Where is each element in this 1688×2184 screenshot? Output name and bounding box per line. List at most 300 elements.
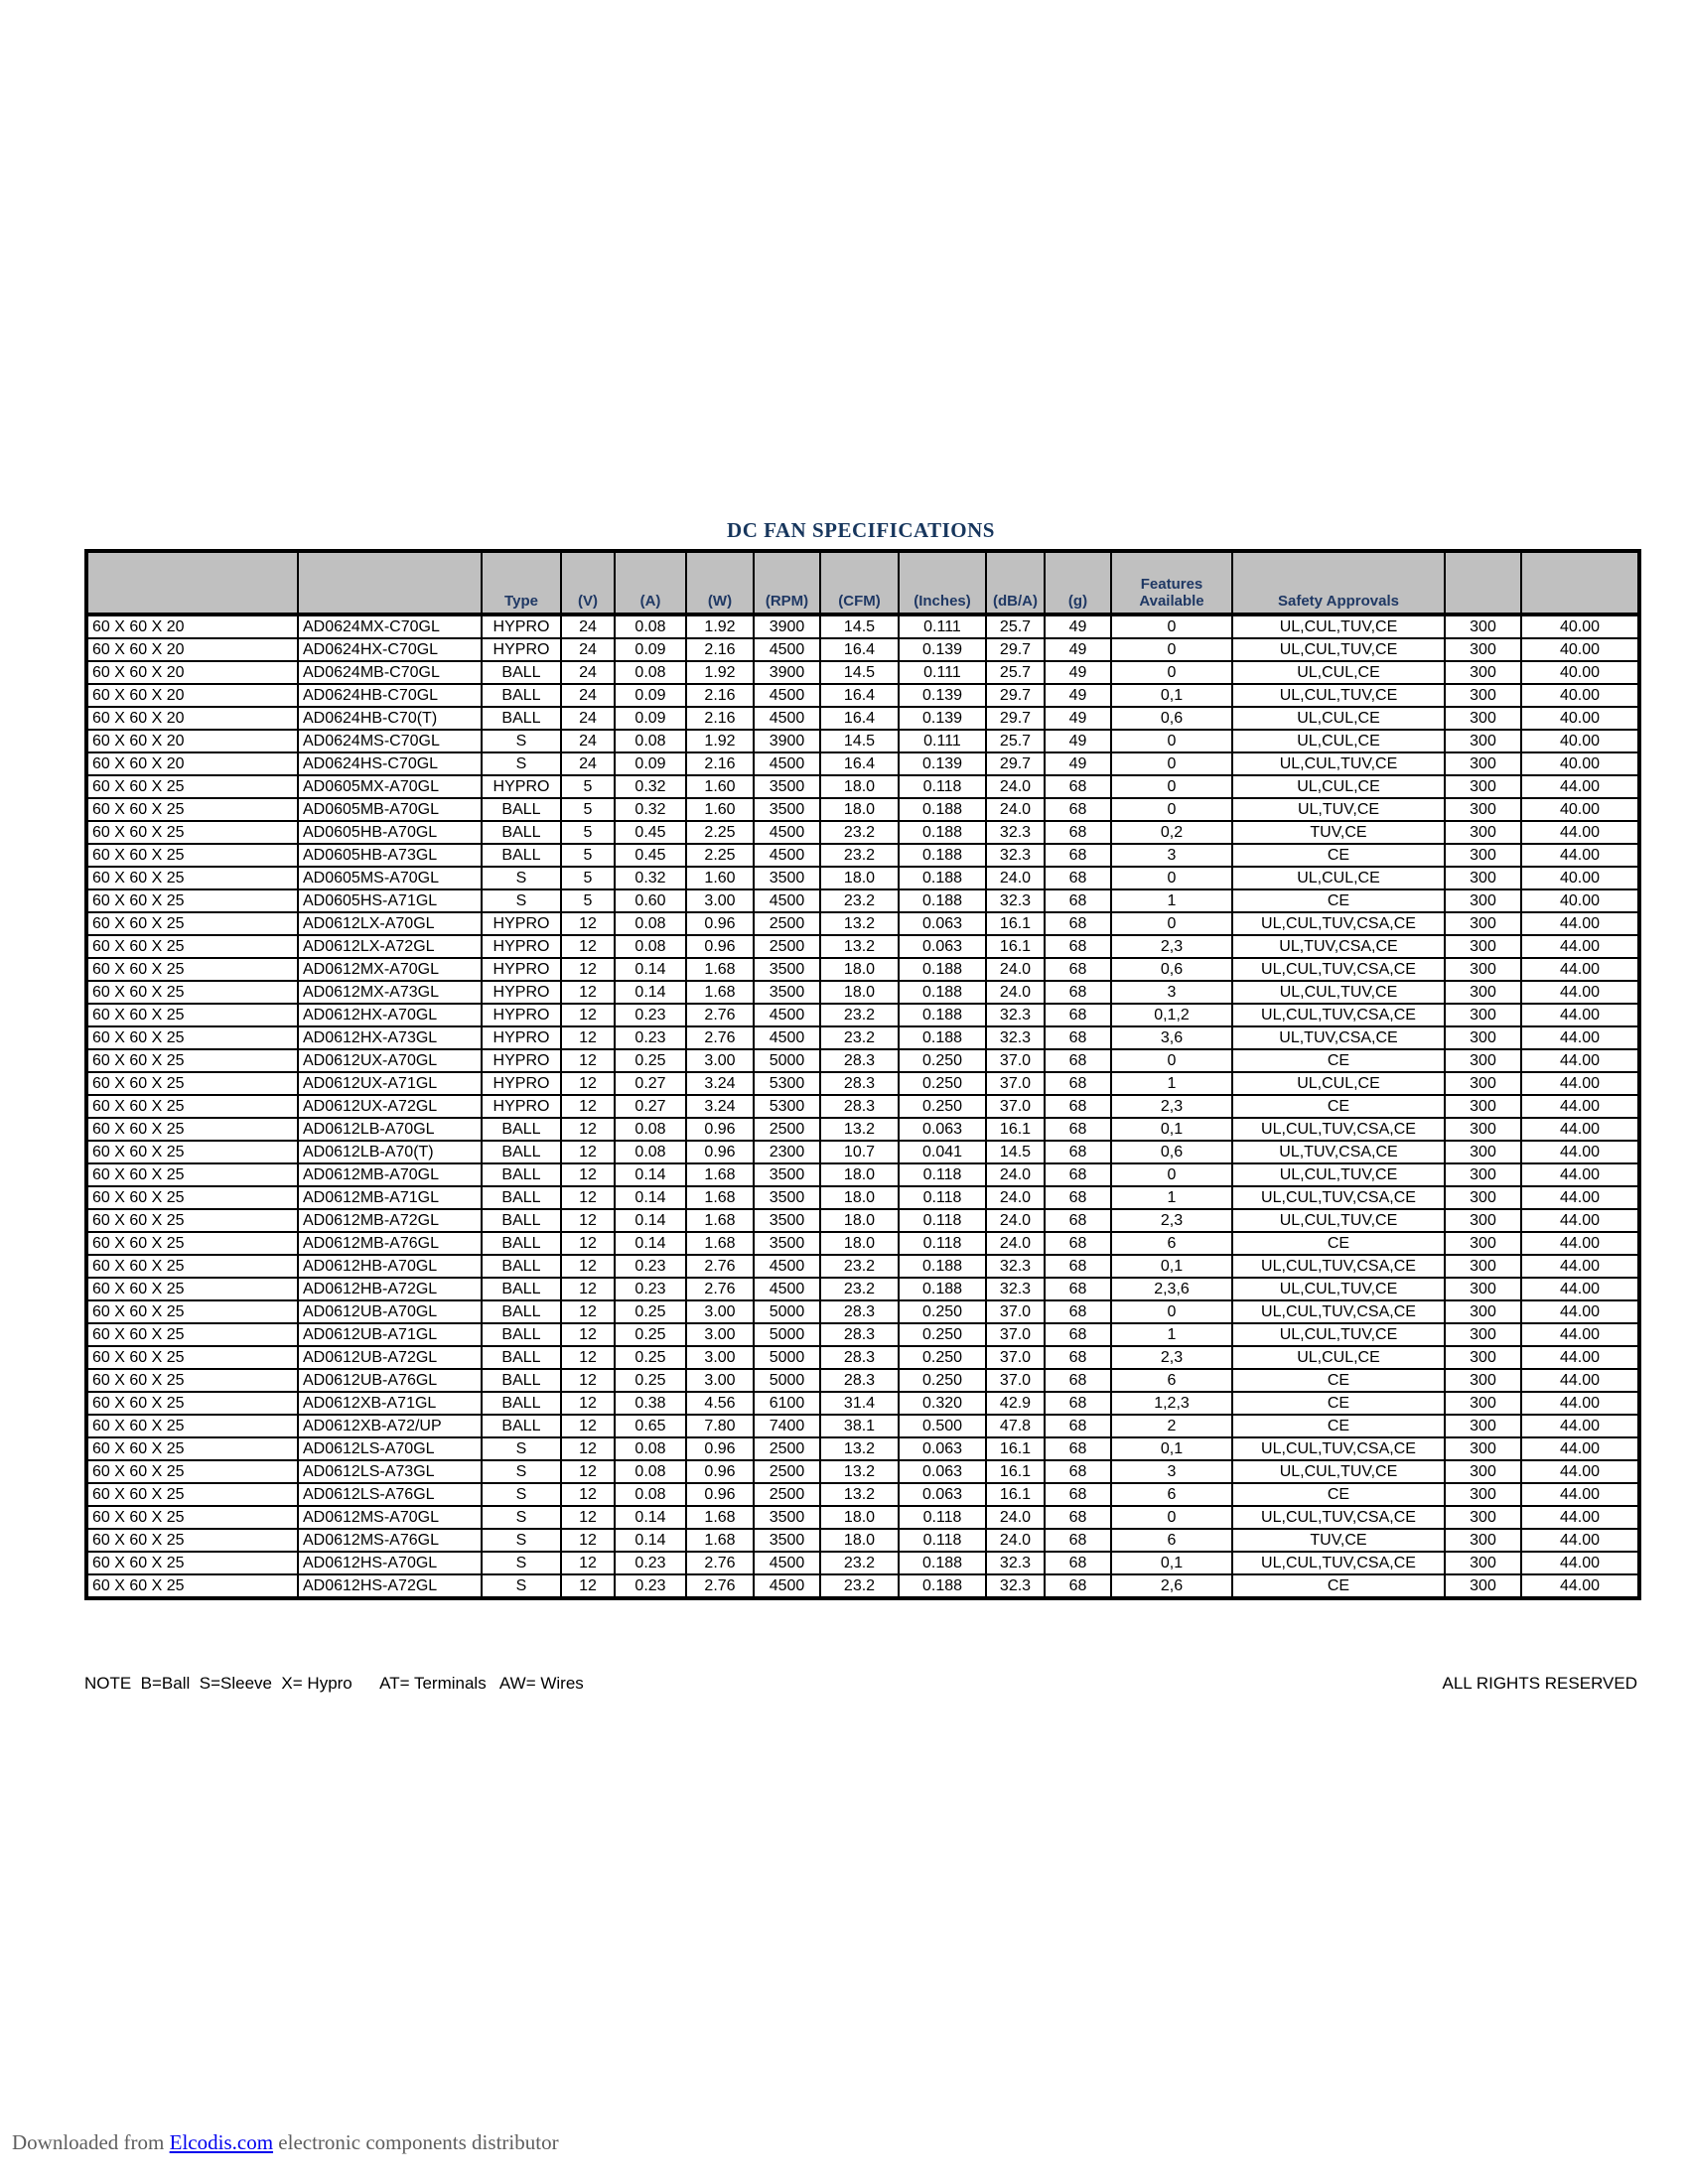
table-cell: 0 bbox=[1111, 912, 1232, 935]
table-cell: S bbox=[482, 889, 561, 912]
table-cell: 29.7 bbox=[986, 638, 1045, 661]
table-row bbox=[86, 1072, 1639, 1095]
table-cell: 40.00 bbox=[1521, 661, 1639, 684]
attribution-suffix: electronic components distributor bbox=[273, 2130, 559, 2154]
table-cell: 40.00 bbox=[1521, 614, 1639, 638]
table-cell: 2.76 bbox=[686, 1255, 754, 1278]
table-cell: 4500 bbox=[754, 844, 820, 867]
table-cell: CE bbox=[1232, 1095, 1445, 1118]
table-cell: 4.56 bbox=[686, 1392, 754, 1415]
table-cell: 0.09 bbox=[615, 638, 686, 661]
table-cell: UL,TUV,CSA,CE bbox=[1232, 935, 1445, 958]
table-cell: 0.118 bbox=[899, 1186, 986, 1209]
table-row bbox=[86, 1095, 1639, 1118]
table-cell: 44.00 bbox=[1521, 1209, 1639, 1232]
table-cell: UL,CUL,TUV,CSA,CE bbox=[1232, 912, 1445, 935]
table-cell: 18.0 bbox=[820, 1186, 899, 1209]
table-cell: 13.2 bbox=[820, 1483, 899, 1506]
table-cell: AD0624HB-C70(T) bbox=[298, 707, 482, 730]
table-row bbox=[86, 1186, 1639, 1209]
table-cell: AD0612MX-A73GL bbox=[298, 981, 482, 1004]
table-cell: 3.00 bbox=[686, 889, 754, 912]
table-row bbox=[86, 1483, 1639, 1506]
table-cell: 0.139 bbox=[899, 752, 986, 775]
table-cell: 3500 bbox=[754, 1506, 820, 1529]
table-cell: 0,1 bbox=[1111, 1437, 1232, 1460]
table-cell: 300 bbox=[1445, 730, 1521, 752]
column-header bbox=[1521, 551, 1639, 614]
table-cell: 1.92 bbox=[686, 661, 754, 684]
table-cell: 6 bbox=[1111, 1369, 1232, 1392]
table-cell: 28.3 bbox=[820, 1346, 899, 1369]
column-header: Type bbox=[482, 551, 561, 614]
column-header: (CFM) bbox=[820, 551, 899, 614]
table-row bbox=[86, 1346, 1639, 1369]
table-row bbox=[86, 1049, 1639, 1072]
table-cell: UL,CUL,CE bbox=[1232, 661, 1445, 684]
table-cell: BALL bbox=[482, 684, 561, 707]
table-cell: 0.118 bbox=[899, 1163, 986, 1186]
table-cell: 6 bbox=[1111, 1529, 1232, 1552]
table-cell: 40.00 bbox=[1521, 684, 1639, 707]
table-cell: 4500 bbox=[754, 1004, 820, 1026]
table-cell: AD0612MB-A72GL bbox=[298, 1209, 482, 1232]
table-cell: 12 bbox=[561, 958, 615, 981]
table-cell: 3.00 bbox=[686, 1323, 754, 1346]
table-cell: 60 X 60 X 25 bbox=[86, 1026, 298, 1049]
table-cell: 0.118 bbox=[899, 1529, 986, 1552]
table-cell: 3500 bbox=[754, 1529, 820, 1552]
table-cell: AD0612LX-A70GL bbox=[298, 912, 482, 935]
table-cell: 3500 bbox=[754, 1232, 820, 1255]
table-cell: 1 bbox=[1111, 1072, 1232, 1095]
table-cell: 24.0 bbox=[986, 1232, 1045, 1255]
table-row bbox=[86, 684, 1639, 707]
table-row bbox=[86, 821, 1639, 844]
table-cell: 0.063 bbox=[899, 1437, 986, 1460]
table-cell: 60 X 60 X 25 bbox=[86, 798, 298, 821]
table-cell: AD0624MS-C70GL bbox=[298, 730, 482, 752]
table-cell: 5000 bbox=[754, 1049, 820, 1072]
table-cell: UL,CUL,TUV,CSA,CE bbox=[1232, 1118, 1445, 1141]
table-cell: AD0612HX-A70GL bbox=[298, 1004, 482, 1026]
table-cell: 49 bbox=[1045, 707, 1111, 730]
table-cell: HYPRO bbox=[482, 1095, 561, 1118]
table-row bbox=[86, 1255, 1639, 1278]
table-cell: UL,TUV,CE bbox=[1232, 798, 1445, 821]
table-cell: 0.139 bbox=[899, 707, 986, 730]
table-cell: 3 bbox=[1111, 1460, 1232, 1483]
table-cell: 3500 bbox=[754, 775, 820, 798]
table-cell: 24.0 bbox=[986, 1186, 1045, 1209]
table-cell: 24 bbox=[561, 752, 615, 775]
table-cell: 68 bbox=[1045, 1483, 1111, 1506]
column-header bbox=[1445, 551, 1521, 614]
table-cell: UL,CUL,TUV,CE bbox=[1232, 1323, 1445, 1346]
table-cell: 0.188 bbox=[899, 1278, 986, 1300]
table-cell: 12 bbox=[561, 981, 615, 1004]
table-cell: 0.188 bbox=[899, 1552, 986, 1574]
table-cell: AD0624HS-C70GL bbox=[298, 752, 482, 775]
table-cell: 18.0 bbox=[820, 1232, 899, 1255]
table-cell: 300 bbox=[1445, 821, 1521, 844]
table-cell: AD0624MX-C70GL bbox=[298, 614, 482, 638]
table-cell: BALL bbox=[482, 1278, 561, 1300]
table-cell: 0.063 bbox=[899, 1483, 986, 1506]
table-cell: UL,CUL,TUV,CE bbox=[1232, 684, 1445, 707]
table-cell: BALL bbox=[482, 1186, 561, 1209]
table-cell: 300 bbox=[1445, 775, 1521, 798]
table-cell: 0.14 bbox=[615, 1529, 686, 1552]
table-cell: 300 bbox=[1445, 981, 1521, 1004]
table-cell: AD0612MB-A70GL bbox=[298, 1163, 482, 1186]
table-cell: 16.1 bbox=[986, 1118, 1045, 1141]
table-cell: 1.68 bbox=[686, 981, 754, 1004]
table-cell: 49 bbox=[1045, 661, 1111, 684]
table-cell: AD0612UB-A70GL bbox=[298, 1300, 482, 1323]
table-cell: 23.2 bbox=[820, 1574, 899, 1598]
table-cell: 0.96 bbox=[686, 1118, 754, 1141]
table-cell: 49 bbox=[1045, 684, 1111, 707]
table-cell: 0.45 bbox=[615, 844, 686, 867]
table-cell: 60 X 60 X 25 bbox=[86, 821, 298, 844]
table-cell: 300 bbox=[1445, 752, 1521, 775]
table-cell: 18.0 bbox=[820, 798, 899, 821]
table-cell: 0.063 bbox=[899, 935, 986, 958]
table-cell: 68 bbox=[1045, 1049, 1111, 1072]
table-cell: 2,6 bbox=[1111, 1574, 1232, 1598]
table-cell: 0.188 bbox=[899, 1004, 986, 1026]
table-cell: 60 X 60 X 25 bbox=[86, 1552, 298, 1574]
table-cell: 0.25 bbox=[615, 1049, 686, 1072]
table-cell: 32.3 bbox=[986, 1552, 1045, 1574]
table-cell: 12 bbox=[561, 1574, 615, 1598]
table-cell: AD0605HS-A71GL bbox=[298, 889, 482, 912]
table-row bbox=[86, 867, 1639, 889]
table-cell: 1.60 bbox=[686, 775, 754, 798]
table-cell: 32.3 bbox=[986, 1574, 1045, 1598]
table-cell: 3.00 bbox=[686, 1369, 754, 1392]
table-row bbox=[86, 775, 1639, 798]
table-cell: 0.250 bbox=[899, 1300, 986, 1323]
table-cell: 2.16 bbox=[686, 707, 754, 730]
table-row bbox=[86, 981, 1639, 1004]
table-cell: 300 bbox=[1445, 1437, 1521, 1460]
table-cell: 3.00 bbox=[686, 1049, 754, 1072]
table-row bbox=[86, 1506, 1639, 1529]
table-cell: BALL bbox=[482, 661, 561, 684]
table-cell: 37.0 bbox=[986, 1072, 1045, 1095]
table-cell: 68 bbox=[1045, 1163, 1111, 1186]
table-cell: 300 bbox=[1445, 1186, 1521, 1209]
elcodis-link[interactable]: Elcodis.com bbox=[169, 2130, 274, 2154]
table-cell: 0.96 bbox=[686, 912, 754, 935]
table-cell: 12 bbox=[561, 1415, 615, 1437]
table-cell: 2 bbox=[1111, 1415, 1232, 1437]
table-row bbox=[86, 1163, 1639, 1186]
table-cell: HYPRO bbox=[482, 638, 561, 661]
table-cell: BALL bbox=[482, 1232, 561, 1255]
table-cell: 0.139 bbox=[899, 638, 986, 661]
table-cell: 0.25 bbox=[615, 1300, 686, 1323]
table-cell: 44.00 bbox=[1521, 1278, 1639, 1300]
table-cell: CE bbox=[1232, 1369, 1445, 1392]
table-cell: 44.00 bbox=[1521, 1186, 1639, 1209]
table-cell: BALL bbox=[482, 844, 561, 867]
table-cell: CE bbox=[1232, 1049, 1445, 1072]
table-cell: CE bbox=[1232, 1232, 1445, 1255]
table-cell: 44.00 bbox=[1521, 1095, 1639, 1118]
table-cell: 60 X 60 X 25 bbox=[86, 1004, 298, 1026]
table-cell: 0.118 bbox=[899, 1232, 986, 1255]
table-cell: 24 bbox=[561, 638, 615, 661]
table-cell: 60 X 60 X 20 bbox=[86, 684, 298, 707]
table-cell: UL,CUL,TUV,CSA,CE bbox=[1232, 1186, 1445, 1209]
table-row bbox=[86, 1574, 1639, 1598]
table-cell: AD0612HS-A70GL bbox=[298, 1552, 482, 1574]
table-row bbox=[86, 752, 1639, 775]
table-cell: UL,CUL,CE bbox=[1232, 1072, 1445, 1095]
table-cell: 40.00 bbox=[1521, 889, 1639, 912]
table-row bbox=[86, 798, 1639, 821]
table-cell: 60 X 60 X 25 bbox=[86, 1506, 298, 1529]
table-cell: 0.063 bbox=[899, 1460, 986, 1483]
table-cell: S bbox=[482, 730, 561, 752]
table-cell: 300 bbox=[1445, 1552, 1521, 1574]
table-cell: AD0624HB-C70GL bbox=[298, 684, 482, 707]
table-cell: UL,CUL,TUV,CE bbox=[1232, 614, 1445, 638]
table-cell: 2500 bbox=[754, 935, 820, 958]
table-cell: AD0612LX-A72GL bbox=[298, 935, 482, 958]
table-cell: 1 bbox=[1111, 889, 1232, 912]
table-cell: UL,TUV,CSA,CE bbox=[1232, 1026, 1445, 1049]
table-cell: 0 bbox=[1111, 638, 1232, 661]
column-header: (W) bbox=[686, 551, 754, 614]
table-cell: 12 bbox=[561, 1026, 615, 1049]
table-cell: 12 bbox=[561, 1529, 615, 1552]
table-cell: 12 bbox=[561, 1552, 615, 1574]
table-cell: 2,3 bbox=[1111, 1209, 1232, 1232]
table-cell: 0.063 bbox=[899, 912, 986, 935]
table-cell: 23.2 bbox=[820, 821, 899, 844]
table-cell: 18.0 bbox=[820, 981, 899, 1004]
table-cell: 44.00 bbox=[1521, 1415, 1639, 1437]
table-cell: 40.00 bbox=[1521, 867, 1639, 889]
table-cell: S bbox=[482, 1437, 561, 1460]
table-cell: 0 bbox=[1111, 1049, 1232, 1072]
table-cell: 44.00 bbox=[1521, 981, 1639, 1004]
table-cell: 4500 bbox=[754, 1278, 820, 1300]
table-row bbox=[86, 730, 1639, 752]
table-cell: 60 X 60 X 25 bbox=[86, 1095, 298, 1118]
table-cell: 60 X 60 X 25 bbox=[86, 1323, 298, 1346]
table-cell: 3500 bbox=[754, 867, 820, 889]
table-cell: 0.08 bbox=[615, 614, 686, 638]
table-cell: 44.00 bbox=[1521, 958, 1639, 981]
table-cell: 44.00 bbox=[1521, 1529, 1639, 1552]
table-cell: 60 X 60 X 20 bbox=[86, 614, 298, 638]
table-cell: 60 X 60 X 25 bbox=[86, 1118, 298, 1141]
table-cell: 0.188 bbox=[899, 889, 986, 912]
table-cell: HYPRO bbox=[482, 981, 561, 1004]
table-cell: AD0624MB-C70GL bbox=[298, 661, 482, 684]
table-cell: 13.2 bbox=[820, 1437, 899, 1460]
table-cell: 5 bbox=[561, 798, 615, 821]
table-cell: 68 bbox=[1045, 1186, 1111, 1209]
table-cell: 0 bbox=[1111, 867, 1232, 889]
table-cell: 12 bbox=[561, 1095, 615, 1118]
table-cell: 0.14 bbox=[615, 981, 686, 1004]
table-cell: 60 X 60 X 25 bbox=[86, 867, 298, 889]
table-cell: 12 bbox=[561, 1118, 615, 1141]
table-cell: 37.0 bbox=[986, 1095, 1045, 1118]
table-cell: 44.00 bbox=[1521, 1118, 1639, 1141]
table-cell: 68 bbox=[1045, 1026, 1111, 1049]
table-cell: 0.08 bbox=[615, 1437, 686, 1460]
table-cell: AD0612UB-A72GL bbox=[298, 1346, 482, 1369]
table-cell: 68 bbox=[1045, 1437, 1111, 1460]
table-cell: 60 X 60 X 25 bbox=[86, 844, 298, 867]
table-cell: 0.14 bbox=[615, 1506, 686, 1529]
table-cell: 0.65 bbox=[615, 1415, 686, 1437]
table-cell: 12 bbox=[561, 1186, 615, 1209]
table-cell: 12 bbox=[561, 1483, 615, 1506]
table-cell: 60 X 60 X 25 bbox=[86, 1278, 298, 1300]
table-cell: 300 bbox=[1445, 844, 1521, 867]
table-cell: 2,3,6 bbox=[1111, 1278, 1232, 1300]
table-cell: AD0612LS-A70GL bbox=[298, 1437, 482, 1460]
table-cell: 300 bbox=[1445, 1323, 1521, 1346]
table-cell: 0.23 bbox=[615, 1574, 686, 1598]
table-cell: 60 X 60 X 25 bbox=[86, 958, 298, 981]
download-attribution bbox=[12, 2130, 559, 2155]
table-row bbox=[86, 1118, 1639, 1141]
table-cell: 1.68 bbox=[686, 1506, 754, 1529]
column-header bbox=[86, 551, 298, 614]
table-cell: 23.2 bbox=[820, 1278, 899, 1300]
table-cell: 60 X 60 X 20 bbox=[86, 707, 298, 730]
table-cell: 16.4 bbox=[820, 752, 899, 775]
table-cell: 1 bbox=[1111, 1323, 1232, 1346]
table-cell: 0.08 bbox=[615, 661, 686, 684]
table-cell: 2.16 bbox=[686, 752, 754, 775]
table-cell: 300 bbox=[1445, 1392, 1521, 1415]
table-cell: 0 bbox=[1111, 798, 1232, 821]
table-cell: 24.0 bbox=[986, 1506, 1045, 1529]
table-row bbox=[86, 1415, 1639, 1437]
table-cell: 40.00 bbox=[1521, 730, 1639, 752]
table-cell: 2.16 bbox=[686, 684, 754, 707]
table-cell: 16.4 bbox=[820, 638, 899, 661]
table-cell: 2.16 bbox=[686, 638, 754, 661]
table-cell: 28.3 bbox=[820, 1300, 899, 1323]
table-cell: 300 bbox=[1445, 1049, 1521, 1072]
table-cell: 3500 bbox=[754, 1186, 820, 1209]
table-cell: 24.0 bbox=[986, 981, 1045, 1004]
table-cell: 12 bbox=[561, 1163, 615, 1186]
table-cell: 300 bbox=[1445, 1004, 1521, 1026]
column-header: (Inches) bbox=[899, 551, 986, 614]
table-cell: S bbox=[482, 752, 561, 775]
table-cell: 0.32 bbox=[615, 798, 686, 821]
table-cell: 2.25 bbox=[686, 844, 754, 867]
table-cell: AD0612MX-A70GL bbox=[298, 958, 482, 981]
table-cell: 3500 bbox=[754, 798, 820, 821]
table-cell: AD0612LS-A73GL bbox=[298, 1460, 482, 1483]
table-cell: 24.0 bbox=[986, 958, 1045, 981]
table-cell: 0.45 bbox=[615, 821, 686, 844]
table-row bbox=[86, 1529, 1639, 1552]
table-cell: 300 bbox=[1445, 1278, 1521, 1300]
table-cell: 0.188 bbox=[899, 867, 986, 889]
table-cell: 44.00 bbox=[1521, 1323, 1639, 1346]
table-cell: 24 bbox=[561, 684, 615, 707]
table-cell: 0.320 bbox=[899, 1392, 986, 1415]
table-cell: 60 X 60 X 25 bbox=[86, 1209, 298, 1232]
table-cell: 1.68 bbox=[686, 1209, 754, 1232]
table-row bbox=[86, 1209, 1639, 1232]
table-cell: 24 bbox=[561, 661, 615, 684]
table-cell: 0.96 bbox=[686, 1437, 754, 1460]
dc-fan-spec-table bbox=[84, 549, 1641, 1600]
table-cell: 60 X 60 X 25 bbox=[86, 1255, 298, 1278]
table-cell: 68 bbox=[1045, 798, 1111, 821]
table-cell: 44.00 bbox=[1521, 1004, 1639, 1026]
table-cell: BALL bbox=[482, 1255, 561, 1278]
table-cell: 300 bbox=[1445, 661, 1521, 684]
table-cell: 25.7 bbox=[986, 730, 1045, 752]
table-cell: 60 X 60 X 25 bbox=[86, 1141, 298, 1163]
table-cell: AD0605HB-A70GL bbox=[298, 821, 482, 844]
table-cell: AD0612UB-A71GL bbox=[298, 1323, 482, 1346]
table-cell: 0.08 bbox=[615, 1460, 686, 1483]
table-cell: S bbox=[482, 1460, 561, 1483]
table-cell: 13.2 bbox=[820, 1118, 899, 1141]
table-cell: BALL bbox=[482, 798, 561, 821]
table-cell: 0.23 bbox=[615, 1004, 686, 1026]
table-cell: 0.500 bbox=[899, 1415, 986, 1437]
table-cell: 300 bbox=[1445, 1255, 1521, 1278]
table-cell: 68 bbox=[1045, 1072, 1111, 1095]
table-cell: 14.5 bbox=[820, 661, 899, 684]
table-cell: 60 X 60 X 25 bbox=[86, 1346, 298, 1369]
table-cell: 12 bbox=[561, 1300, 615, 1323]
table-cell: 14.5 bbox=[820, 730, 899, 752]
table-cell: 42.9 bbox=[986, 1392, 1045, 1415]
table-cell: AD0612UX-A72GL bbox=[298, 1095, 482, 1118]
table-cell: 4500 bbox=[754, 684, 820, 707]
table-cell: 38.1 bbox=[820, 1415, 899, 1437]
table-cell: BALL bbox=[482, 1209, 561, 1232]
table-cell: 68 bbox=[1045, 1255, 1111, 1278]
table-cell: 44.00 bbox=[1521, 1163, 1639, 1186]
table-cell: 60 X 60 X 25 bbox=[86, 1049, 298, 1072]
table-cell: AD0612MB-A71GL bbox=[298, 1186, 482, 1209]
table-cell: 44.00 bbox=[1521, 1437, 1639, 1460]
table-cell: 12 bbox=[561, 1346, 615, 1369]
table-cell: 23.2 bbox=[820, 889, 899, 912]
table-cell: 1.68 bbox=[686, 1186, 754, 1209]
table-cell: 3 bbox=[1111, 844, 1232, 867]
table-cell: 3500 bbox=[754, 981, 820, 1004]
table-cell: 18.0 bbox=[820, 1163, 899, 1186]
table-cell: 23.2 bbox=[820, 1552, 899, 1574]
table-cell: 5 bbox=[561, 821, 615, 844]
table-row bbox=[86, 638, 1639, 661]
table-cell: 25.7 bbox=[986, 614, 1045, 638]
table-cell: 0.118 bbox=[899, 1506, 986, 1529]
table-cell: 44.00 bbox=[1521, 1574, 1639, 1598]
